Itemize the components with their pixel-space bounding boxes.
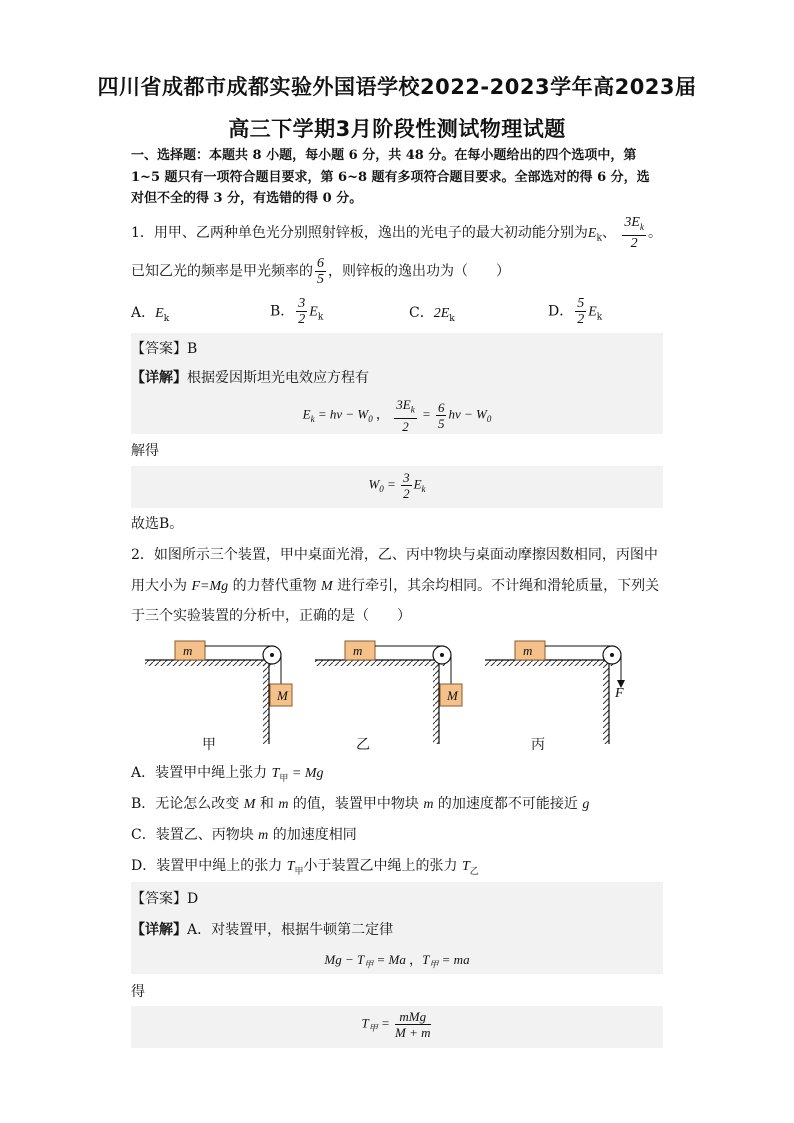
q2-result-block	[131, 1006, 663, 1048]
instructions-line1: 一、选择题：本题共 8 小题，每小题 6 分，共 48 分。在每小题给出的四个选项中，第	[131, 148, 637, 163]
fig-jia-block-m: m	[183, 643, 193, 658]
q2-stem-line1: 2．如图所示三个装置，甲中桌面光滑，乙、丙中物块与桌面动摩擦因数相同，丙图中	[131, 547, 658, 563]
q1-stem-line1: 1．用甲、乙两种单色光分别照射锌板，逸出的光电子的最大初动能分别为$E_k$、 $\frac{3E_k}{2}$ 。	[131, 215, 662, 251]
q2-stem-line2: 用大小为 F=Mg 的力替代重物 M 进行牵引，其余均相同。不计绳和滑轮质量，下列关	[131, 578, 660, 594]
q1-option-b: B． $\frac{3}{2}$ $E_k$	[270, 296, 324, 327]
q1-frac-6-5: $\frac{6}{5}$	[317, 256, 324, 287]
q1-option-a: A．$E_k$	[131, 305, 170, 324]
instructions-line2: 1~5 题只有一项符合题目要求，第 6~8 题有多项符合题目要求。全部选对的得 6 分，选	[131, 170, 650, 185]
q1-solve-label: 解得	[131, 443, 159, 459]
figure-yi	[315, 641, 462, 744]
q2-option-b: B．无论怎么改变 M 和 m 的值，装置甲中物块 m 的加速度都不可能接近 g	[131, 796, 590, 812]
instructions-line3: 对但不全的得 3 分，有选错的得 0 分。	[131, 191, 363, 206]
fig-caption-jia: 甲	[202, 737, 216, 753]
q1-option-c: C．$2E_k$	[409, 305, 455, 324]
q1-equation-1: $E_k = h\nu - W_0$ ， $\frac{3E_k}{2}$ = $\frac{6}{5}$ $h\nu - W_0$	[302, 397, 492, 434]
q2-stem-line3: 于三个实验装置的分析中，正确的是（ ）	[131, 608, 411, 624]
fig-yi-block-m: m	[353, 643, 363, 658]
q1-result-block	[131, 466, 663, 508]
fig-bing-force-label: F	[615, 686, 624, 701]
q1-answer-block	[131, 333, 663, 434]
q2-equation-2: $T_甲$ = $\frac{\text{mMg}}{M + m}$	[361, 1009, 431, 1040]
q1-conclusion: 故选B。	[131, 516, 184, 532]
figure-jia	[145, 641, 292, 744]
q2-option-d: D．装置甲中绳上的张力 $T_甲$小于装置乙中绳上的张力 $T_乙$	[131, 858, 479, 877]
fig-bing-block-m: m	[523, 643, 533, 658]
q1-detail: 【详解】根据爱因斯坦光电效应方程有	[131, 370, 369, 386]
fig-yi-block-M: M	[447, 688, 458, 703]
q2-option-a: A．装置甲中绳上张力 $T_甲 = Mg$	[131, 765, 324, 784]
q1-stem-line2: 已知乙光的频率是甲光频率的 $\frac{6}{5}$ ，则锌板的逸出功为（ ）	[131, 256, 510, 287]
q2-equation-1: $Mg - T_甲 = Ma$ ，$T_甲$ = ma	[324, 952, 470, 970]
q2-answer-block	[131, 882, 663, 974]
fig-jia-block-M: M	[277, 688, 288, 703]
q2-detail: 【详解】A．对装置甲，根据牛顿第二定律	[131, 922, 394, 938]
fig-caption-yi: 乙	[356, 737, 370, 753]
figure-bing	[485, 641, 625, 744]
q1-answer: 【答案】B	[131, 341, 198, 357]
q2-option-c: C．装置乙、丙物块 m 的加速度相同	[131, 827, 357, 843]
page-title-line1: 四川省成都市成都实验外国语学校2022-2023学年高2023届	[97, 75, 697, 99]
q2-de-label: 得	[131, 984, 145, 1000]
page-title-line2: 高三下学期3月阶段性测试物理试题	[228, 117, 566, 141]
fig-caption-bing: 丙	[531, 737, 545, 753]
q1-equation-2: $W_0$ = $\frac{3}{2}$ $E_k$	[368, 470, 426, 501]
q1-option-d: D． $\frac{5}{2}$ $E_k$	[548, 296, 603, 327]
q2-answer: 【答案】D	[131, 891, 199, 907]
q1-frac-3ek: $\frac{3E_k}{2}$	[624, 215, 644, 251]
